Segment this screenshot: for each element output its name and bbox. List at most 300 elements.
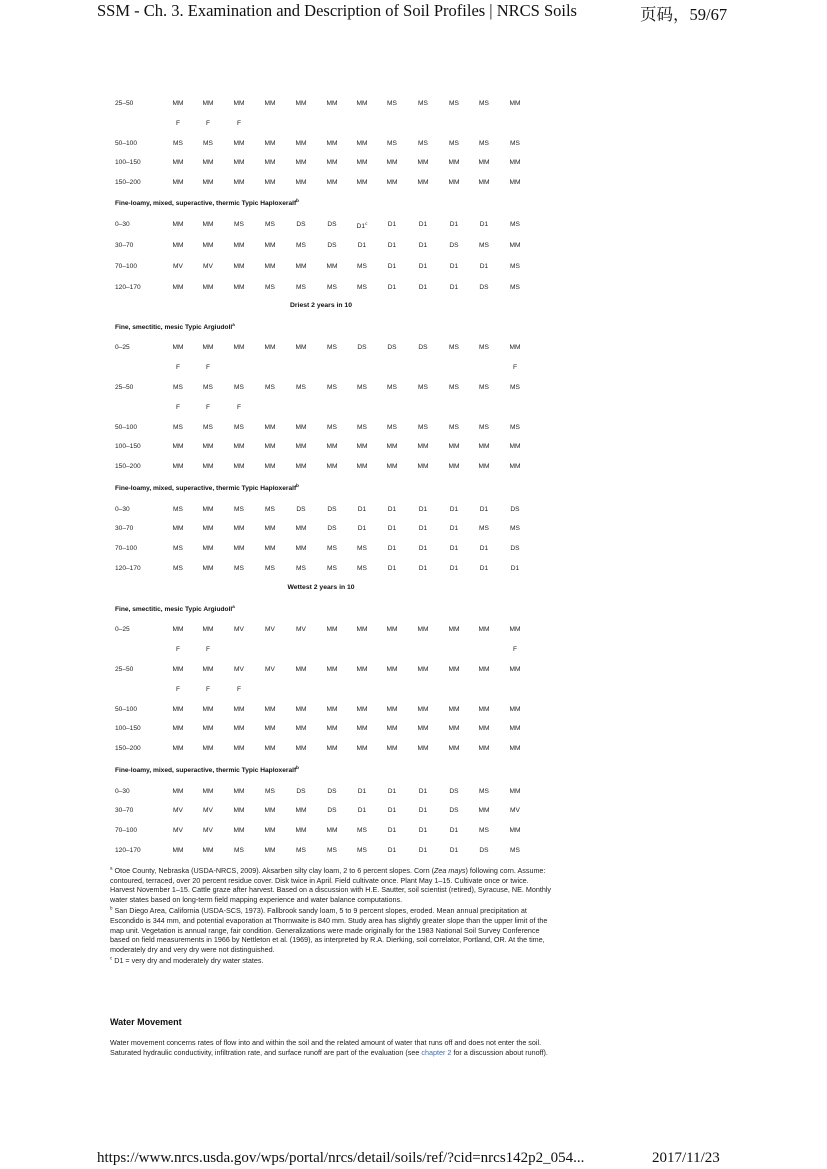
water-state-cell: MS [479,344,489,351]
page-date: 2017/11/23 [652,1150,720,1166]
water-state-cell: D1$^c$ [356,220,368,230]
water-state-cell: D1 [357,242,367,249]
water-state-cell: D1 [449,565,459,572]
depth-label: 120–170 [115,284,141,291]
water-state-cell: MM [202,745,214,752]
water-state-cell: DS [449,807,459,814]
water-state-cell: F [205,404,211,411]
water-state-cell: MS [296,565,306,572]
water-state-cell: MS [479,100,489,107]
water-state-cell: MS [357,424,367,431]
water-state-cell: MM [356,100,368,107]
water-state-cell: MM [264,525,276,532]
water-state-cell: MM [233,284,245,291]
water-state-cell: MM [478,807,490,814]
water-state-cell: MV [203,807,213,814]
water-state-cell: MM [448,443,460,450]
water-state-cell: D1 [387,565,397,572]
water-state-cell: MM [386,745,398,752]
water-state-cell: MM [233,745,245,752]
depth-label: 120–170 [115,847,141,854]
water-state-cell: D1 [449,284,459,291]
water-state-cell: MM [233,443,245,450]
water-state-cell: MM [356,745,368,752]
water-state-cell: MM [295,525,307,532]
water-state-cell: MS [510,424,520,431]
water-state-cell: MV [203,827,213,834]
water-state-cell: MM [478,725,490,732]
water-state-cell: D1 [479,506,489,513]
water-state-cell: MV [234,626,244,633]
water-state-cell: MM [478,706,490,713]
depth-label: 30–70 [115,807,134,814]
water-state-cell: MM [233,463,245,470]
water-state-cell: D1 [418,221,428,228]
water-state-cell: MM [448,725,460,732]
depth-label: 30–70 [115,242,134,249]
water-state-cell: D1 [479,545,489,552]
water-state-cell: MM [172,344,184,351]
water-state-cell: D1 [387,788,397,795]
water-state-cell: D1 [449,506,459,513]
water-state-cell: MS [173,384,183,391]
water-state-cell: MM [264,443,276,450]
water-state-cell: MS [296,242,306,249]
water-state-cell: MM [202,725,214,732]
water-state-cell: MS [357,827,367,834]
water-state-cell: MM [233,706,245,713]
water-state-cell: MS [173,506,183,513]
water-state-cell: MM [478,666,490,673]
water-state-cell: D1 [387,847,397,854]
water-state-cell: MM [202,344,214,351]
water-state-cell: MS [234,565,244,572]
water-state-cell: MM [233,525,245,532]
water-state-cell: D1 [418,807,428,814]
water-state-cell: MM [417,159,429,166]
water-state-cell: F [236,686,242,693]
water-state-cell: D1 [418,788,428,795]
depth-label: 100–150 [115,725,141,732]
water-state-cell: MM [172,159,184,166]
water-state-cell: F [236,120,242,127]
water-state-cell: D1 [418,827,428,834]
depth-label: 0–30 [115,506,130,513]
chapter-2-link[interactable]: chapter 2 [421,1047,452,1057]
water-state-cell: MS [327,344,337,351]
water-state-cell: MS [357,284,367,291]
water-state-cell: MM [417,706,429,713]
water-state-cell: MM [478,626,490,633]
water-state-cell: MM [295,706,307,713]
depth-label: 25–50 [115,100,134,107]
water-state-cell: DS [479,284,489,291]
water-state-cell: D1 [449,525,459,532]
water-state-cell: MM [417,179,429,186]
water-state-cell: MM [172,706,184,713]
water-state-cell: MS [327,545,337,552]
water-state-cell: MM [233,140,245,147]
water-state-cell: MM [478,463,490,470]
depth-label: 70–100 [115,827,138,834]
water-state-cell: DS [327,506,337,513]
water-state-cell: MV [265,626,275,633]
footnotes [110,866,555,968]
water-state-cell: MM [295,263,307,270]
water-state-cell: MM [202,463,214,470]
water-state-cell: MM [264,706,276,713]
water-state-cell: DS [510,506,520,513]
water-state-cell: MM [264,263,276,270]
water-state-cell: MM [356,443,368,450]
water-state-cell: MS [387,140,397,147]
water-state-cell: F [175,404,181,411]
water-state-cell: MS [510,284,520,291]
water-state-cell: MM [356,179,368,186]
water-state-cell: F [205,364,211,371]
water-state-cell: MM [509,788,521,795]
water-state-cell: MM [356,706,368,713]
water-state-cell: MS [510,847,520,854]
water-state-cell: DS [510,545,520,552]
depth-label: 0–25 [115,344,130,351]
water-state-cell: MM [202,565,214,572]
soil-classification-heading: Fine, smectitic, mesic Typic Argiudoll$^a$ [115,321,235,331]
water-state-cell: MM [326,140,338,147]
water-state-cell: MS [357,545,367,552]
water-state-cell: D1 [387,284,397,291]
water-state-cell: F [175,120,181,127]
water-state-cell: DS [327,242,337,249]
water-state-cell: MM [295,100,307,107]
depth-label: 25–50 [115,384,134,391]
water-state-cell: MM [202,666,214,673]
water-state-cell: MM [478,159,490,166]
water-state-cell: MM [386,159,398,166]
water-state-cell: D1 [479,221,489,228]
water-state-cell: MM [326,443,338,450]
water-state-cell: D1 [418,242,428,249]
water-state-cell: MM [233,179,245,186]
water-state-cell: MM [386,443,398,450]
water-state-cell: MM [172,788,184,795]
water-state-cell: D1 [510,565,520,572]
depth-label: 0–25 [115,626,130,633]
water-state-cell: D1 [387,263,397,270]
water-state-cell: D1 [418,284,428,291]
water-state-cell: MM [172,847,184,854]
water-state-cell: MM [295,159,307,166]
water-state-cell: MS [173,424,183,431]
footnote-a: $^a$ Otoe County, Nebraska (USDA-NRCS, 2009). Aksarben silty clay loam, 2 to 6 percent slopes. Corn (Zea mays) following corn. Assume: contoured, terraced, over 20 percent residue cover. Disk twice in April. Field cultivate once. Plant May 1–15. Cultivate once or twice. Harvest November 1–15. Cattle graze after harvest. Based on a discussion with H.E. Sautter, soil scientist (retired), Syracuse, NE. Monthly water states based on long-term field mapping experience and water balance computations. [110,865,552,904]
water-state-cell: DS [296,788,306,795]
water-state-cell: MM [326,263,338,270]
water-state-cell: MM [295,140,307,147]
water-state-cell: MS [327,284,337,291]
water-state-cell: MS [173,140,183,147]
water-state-cell: MS [387,424,397,431]
soil-classification-heading: Fine-loamy, mixed, superactive, thermic Typic Haploxeralf$^b$ [115,197,299,207]
water-state-cell: F [175,364,181,371]
water-state-cell: MM [233,263,245,270]
water-state-cell: MM [172,626,184,633]
water-state-cell: MM [295,179,307,186]
water-state-cell: MV [173,827,183,834]
depth-label: 0–30 [115,788,130,795]
water-state-cell: MS [510,384,520,391]
water-state-cell: MM [295,807,307,814]
water-movement-paragraph: Water movement concerns rates of flow into and within the soil and the related amount of water that runs off and does not enter the soil. Saturated hydraulic conductivity, infiltration rate, and surface runoff are part of the evaluation (see chapter 2 for a discussion about runoff). [110,1038,548,1057]
water-state-cell: MS [173,545,183,552]
water-state-cell: MM [202,284,214,291]
water-state-cell: MM [326,706,338,713]
water-state-cell: MS [357,263,367,270]
water-state-cell: MM [264,827,276,834]
water-state-cell: MS [327,384,337,391]
water-state-cell: DS [479,847,489,854]
water-state-cell: D1 [449,545,459,552]
water-state-cell: D1 [418,545,428,552]
water-state-cell: F [512,646,518,653]
footnote-b: $^b$ San Diego Area, California (USDA-SCS, 1973). Fallbrook sandy loam, 5 to 9 percent slopes, eroded. Mean annual precipitation at Escondido is 344 mm, and potential evaporation at Thornwaite is 840 mm. Study area has slightly greater slope than the upper limit of the map unit. Vegetation is annual range, fair condition. Generalizations were made originally for the 1983 National Soil Survey Conference based on field measurements in 1966 by Nettleton et al. (1969), as interpreted by R.A. Dierking, soil correlator, Portland, OR. At the time, moderately dry and very dry were not distinguished. [110,905,548,954]
water-state-cell: MM [448,463,460,470]
water-state-cell: MM [356,725,368,732]
water-state-cell: MM [233,545,245,552]
water-state-cell: MM [417,725,429,732]
water-state-cell: D1 [387,525,397,532]
water-state-cell: MM [509,725,521,732]
water-state-cell: MS [479,384,489,391]
water-state-cell: MS [357,847,367,854]
water-state-cell: MM [264,100,276,107]
water-state-cell: MM [326,827,338,834]
water-state-cell: MV [234,666,244,673]
water-state-cell: MS [234,424,244,431]
water-state-cell: MM [417,443,429,450]
water-state-cell: MM [356,626,368,633]
water-state-cell: MM [386,706,398,713]
water-state-cell: D1 [479,565,489,572]
water-state-cell: D1 [418,847,428,854]
water-state-cell: MM [264,545,276,552]
water-state-cell: MM [386,725,398,732]
water-state-cell: MM [326,100,338,107]
depth-label: 70–100 [115,263,138,270]
water-state-cell: MM [202,706,214,713]
water-state-cell: MM [509,242,521,249]
water-state-cell: MM [202,626,214,633]
water-state-cell: MS [265,565,275,572]
water-state-cell: MV [265,666,275,673]
water-state-cell: MM [386,463,398,470]
water-state-cell: MS [327,565,337,572]
water-state-cell: F [205,120,211,127]
water-state-cell: MM [386,666,398,673]
water-state-cell: MM [172,725,184,732]
water-state-cell: MM [356,159,368,166]
water-state-cell: DS [449,242,459,249]
depth-label: 120–170 [115,565,141,572]
water-state-cell: MM [233,827,245,834]
water-state-cell: MM [172,443,184,450]
water-state-cell: D1 [449,221,459,228]
water-state-cell: MM [386,626,398,633]
water-state-cell: MM [202,179,214,186]
depth-label: 25–50 [115,666,134,673]
water-state-cell: F [236,404,242,411]
water-state-cell: MM [509,344,521,351]
water-state-cell: MS [296,284,306,291]
water-state-cell: MM [448,745,460,752]
water-state-cell: MS [357,565,367,572]
water-state-cell: MM [264,745,276,752]
water-state-cell: MM [264,344,276,351]
depth-label: 150–200 [115,463,141,470]
water-state-cell: DS [327,807,337,814]
water-state-cell: D1 [387,827,397,834]
water-state-cell: MM [509,666,521,673]
water-state-cell: D1 [449,847,459,854]
water-state-cell: F [512,364,518,371]
water-state-cell: MS [327,847,337,854]
soil-classification-heading: Fine, smectitic, mesic Typic Argiudoll$^a$ [115,603,235,613]
water-state-cell: MM [172,221,184,228]
water-state-cell: MM [233,725,245,732]
page-title: SSM - Ch. 3. Examination and Description of Soil Profiles | NRCS Soils [97,1,577,20]
water-state-cell: MM [172,100,184,107]
water-state-cell: MS [449,344,459,351]
water-state-cell: MS [203,140,213,147]
water-state-cell: MM [295,666,307,673]
water-state-cell: MM [448,666,460,673]
water-state-cell: MM [172,284,184,291]
water-state-cell: MM [202,525,214,532]
water-state-cell: MS [479,242,489,249]
water-state-cell: DS [418,344,428,351]
water-state-cell: MS [510,525,520,532]
water-state-cell: MS [265,384,275,391]
water-state-cell: MM [417,463,429,470]
water-state-cell: MS [449,424,459,431]
water-state-cell: MM [264,424,276,431]
water-state-cell: MS [296,847,306,854]
water-state-cell: MM [202,506,214,513]
water-state-cell: MM [478,745,490,752]
water-state-cell: DS [296,221,306,228]
water-state-cell: D1 [418,525,428,532]
scenario-section-heading: Wettest 2 years in 10 [287,584,355,591]
depth-label: 100–150 [115,159,141,166]
water-state-cell: MS [418,140,428,147]
water-state-cell: MM [509,443,521,450]
water-state-cell: MM [295,827,307,834]
water-state-cell: D1 [418,263,428,270]
water-state-cell: MS [357,384,367,391]
water-state-cell: D1 [357,807,367,814]
water-state-cell: D1 [357,506,367,513]
water-state-cell: MM [202,443,214,450]
water-state-cell: D1 [449,263,459,270]
water-state-cell: MM [509,745,521,752]
water-state-cell: MS [327,424,337,431]
depth-label: 0–30 [115,221,130,228]
water-state-cell: DS [387,344,397,351]
water-state-cell: MM [172,179,184,186]
water-state-cell: MS [234,506,244,513]
water-state-cell: MM [295,545,307,552]
water-state-cell: MM [233,344,245,351]
water-state-cell: D1 [357,525,367,532]
water-state-cell: F [175,646,181,653]
water-state-cell: F [205,646,211,653]
water-state-cell: MM [356,463,368,470]
water-state-cell: MS [387,100,397,107]
water-state-cell: MM [233,100,245,107]
water-state-cell: DS [327,221,337,228]
water-state-cell: MM [172,242,184,249]
water-state-cell: MM [326,179,338,186]
depth-label: 30–70 [115,525,134,532]
water-state-cell: MV [296,626,306,633]
water-state-cell: MM [202,242,214,249]
water-state-cell: MM [326,725,338,732]
water-state-cell: MM [509,626,521,633]
page-url: https://www.nrcs.usda.gov/wps/portal/nrcs/detail/soils/ref/?cid=nrcs142p2_054... [97,1150,585,1166]
water-state-cell: MM [326,666,338,673]
water-state-cell: MM [448,159,460,166]
water-state-cell: MM [448,626,460,633]
water-state-cell: MM [202,221,214,228]
water-state-cell: MM [326,745,338,752]
water-state-cell: MM [417,745,429,752]
water-state-cell: MS [418,100,428,107]
water-state-cell: MV [173,807,183,814]
water-state-cell: MM [233,788,245,795]
water-state-cell: MM [478,443,490,450]
depth-label: 100–150 [115,443,141,450]
water-state-cell: MS [479,525,489,532]
water-state-cell: MM [295,424,307,431]
water-state-cell: DS [357,344,367,351]
water-state-cell: MM [509,100,521,107]
depth-label: 150–200 [115,745,141,752]
water-state-cell: MM [233,159,245,166]
water-state-cell: MM [295,725,307,732]
depth-label: 70–100 [115,545,138,552]
water-state-cell: D1 [387,221,397,228]
water-state-cell: MM [386,179,398,186]
water-state-cell: MM [264,159,276,166]
water-state-cell: MM [202,788,214,795]
water-state-cell: MM [202,159,214,166]
page-number: 页码，59/67 [640,5,728,24]
soil-classification-heading: Fine-loamy, mixed, superactive, thermic Typic Haploxeralf$^b$ [115,764,299,774]
water-state-cell: MM [172,463,184,470]
water-state-cell: MM [509,827,521,834]
water-state-cell: MS [234,384,244,391]
depth-label: 50–100 [115,706,138,713]
water-state-cell: MS [479,827,489,834]
water-state-cell: MS [449,140,459,147]
water-state-cell: MM [326,159,338,166]
water-state-cell: MM [417,666,429,673]
water-state-cell: MS [449,100,459,107]
water-state-cell: D1 [357,788,367,795]
water-state-cell: MS [510,140,520,147]
water-state-cell: MM [202,545,214,552]
water-state-cell: MS [234,847,244,854]
water-state-cell: MM [509,159,521,166]
